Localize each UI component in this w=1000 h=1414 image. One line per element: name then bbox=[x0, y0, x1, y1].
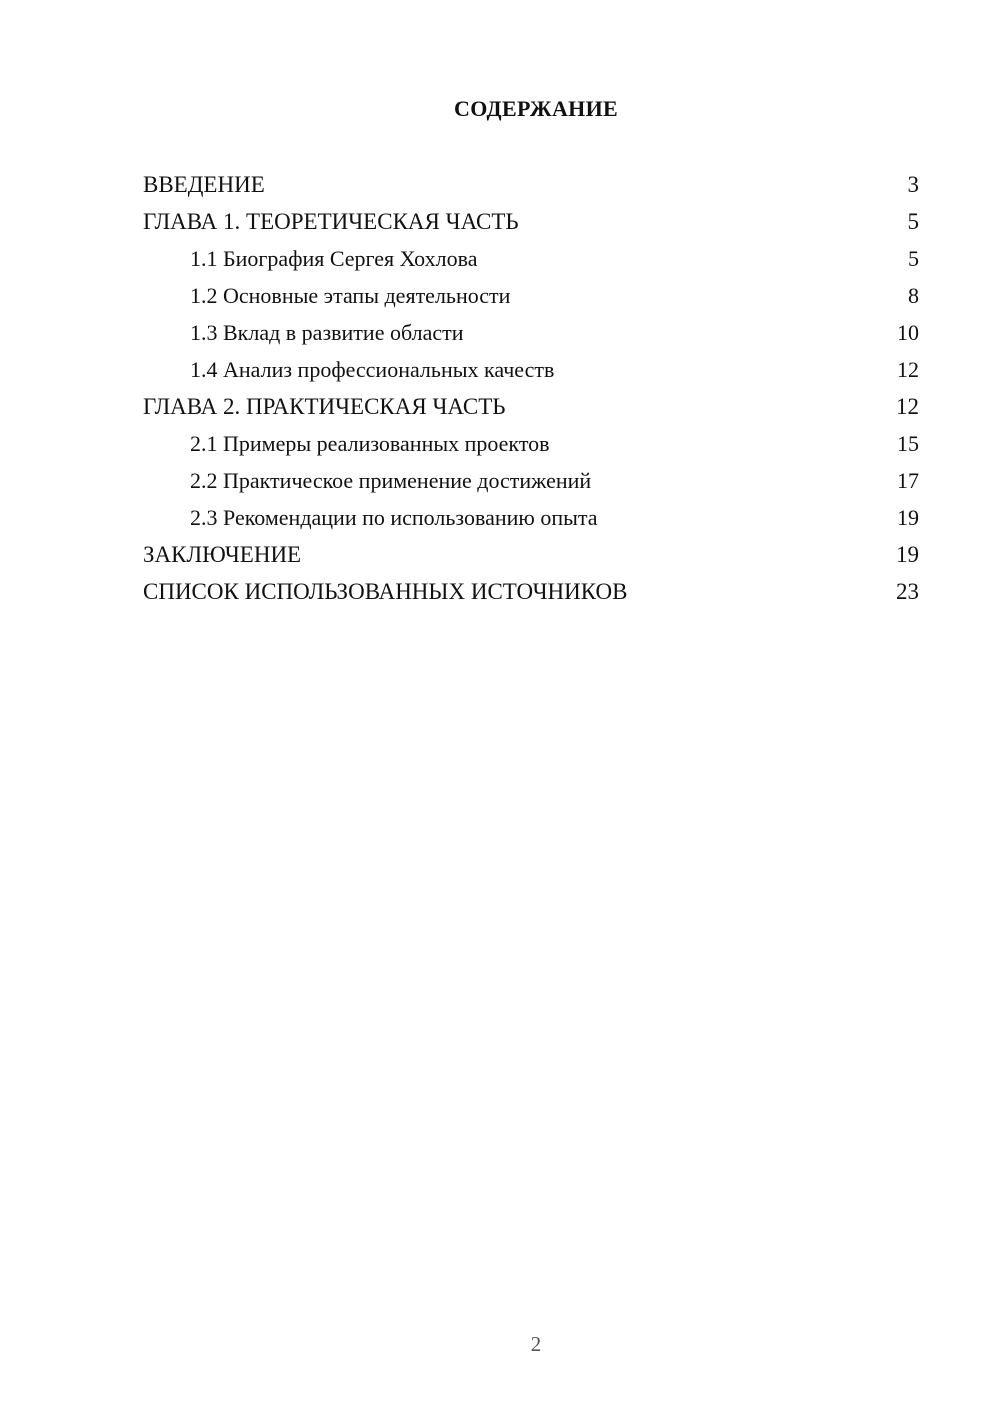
toc-entry-page: 23 bbox=[896, 579, 919, 604]
toc-entry-label: 2.2 Практическое применение достижений bbox=[190, 468, 592, 493]
toc-entry-page: 15 bbox=[897, 431, 919, 456]
toc-entry-page: 3 bbox=[907, 172, 919, 197]
table-of-contents bbox=[143, 166, 919, 610]
toc-entry-page: 19 bbox=[896, 542, 919, 567]
toc-entry-label: ЗАКЛЮЧЕНИЕ bbox=[143, 542, 302, 567]
toc-entry-label: ГЛАВА 2. ПРАКТИЧЕСКАЯ ЧАСТЬ bbox=[143, 394, 506, 419]
toc-entry-chapter-2[interactable] bbox=[143, 388, 919, 425]
toc-entry-section-1-2[interactable] bbox=[143, 277, 919, 314]
toc-entry-label: 2.1 Примеры реализованных проектов bbox=[190, 431, 550, 456]
toc-entry-references[interactable] bbox=[143, 573, 919, 610]
toc-entry-label: 1.4 Анализ профессиональных качеств bbox=[190, 357, 555, 382]
toc-entry-page: 12 bbox=[896, 394, 919, 419]
toc-entry-page: 19 bbox=[897, 505, 919, 530]
toc-entry-section-2-2[interactable] bbox=[143, 462, 919, 499]
page-number: 2 bbox=[530, 1332, 542, 1356]
toc-entry-label: 1.3 Вклад в развитие области bbox=[190, 320, 464, 345]
toc-entry-label: 1.1 Биография Сергея Хохлова bbox=[190, 246, 478, 271]
toc-entry-section-2-1[interactable] bbox=[143, 425, 919, 462]
toc-entry-label: СПИСОК ИСПОЛЬЗОВАННЫХ ИСТОЧНИКОВ bbox=[143, 579, 628, 604]
toc-entry-label: 2.3 Рекомендации по использованию опыта bbox=[190, 505, 598, 530]
toc-entry-section-2-3[interactable] bbox=[143, 499, 919, 536]
toc-entry-conclusion[interactable] bbox=[143, 536, 919, 573]
toc-entry-section-1-4[interactable] bbox=[143, 351, 919, 388]
toc-entry-page: 17 bbox=[897, 468, 919, 493]
toc-entry-page: 8 bbox=[908, 283, 919, 308]
toc-entry-introduction[interactable] bbox=[143, 166, 919, 203]
toc-entry-label: ГЛАВА 1. ТЕОРЕТИЧЕСКАЯ ЧАСТЬ bbox=[143, 209, 519, 234]
toc-entry-page: 5 bbox=[908, 246, 919, 271]
toc-title: СОДЕРЖАНИЕ bbox=[454, 96, 618, 121]
toc-entry-chapter-1[interactable] bbox=[143, 203, 919, 240]
toc-entry-page: 5 bbox=[907, 209, 919, 234]
toc-entry-section-1-3[interactable] bbox=[143, 314, 919, 351]
toc-entry-page: 12 bbox=[897, 357, 919, 382]
toc-entry-page: 10 bbox=[897, 320, 919, 345]
toc-entry-label: ВВЕДЕНИЕ bbox=[143, 172, 265, 197]
toc-entry-label: 1.2 Основные этапы деятельности bbox=[190, 283, 511, 308]
toc-entry-section-1-1[interactable] bbox=[143, 240, 919, 277]
